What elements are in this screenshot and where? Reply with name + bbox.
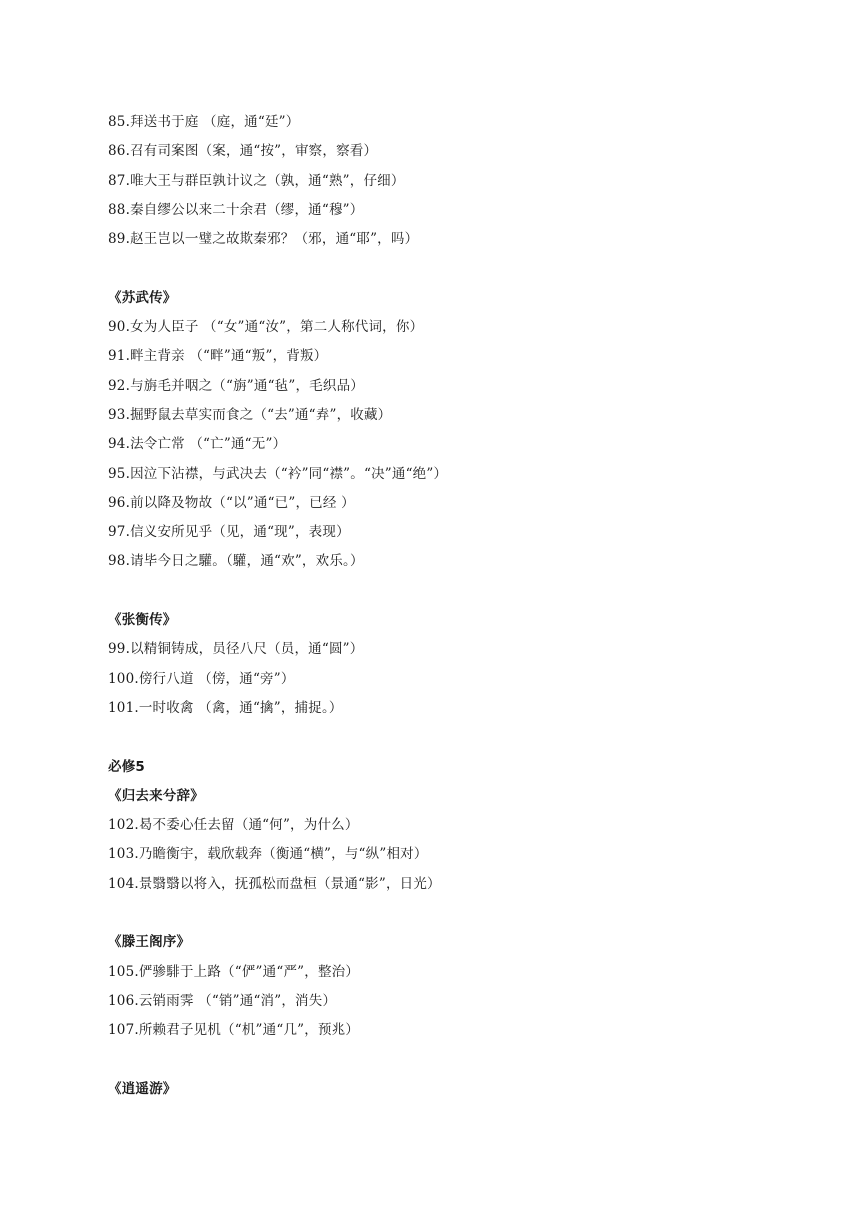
section-title: 《苏武传》 [108, 289, 177, 306]
text-line: 85.拜送书于庭 （庭，通“廷”） [108, 114, 300, 130]
text-line: 105.俨骖騑于上路（“俨”通“严”，整治） [108, 963, 360, 980]
blank-line [108, 899, 808, 928]
text-line: 104.景翳翳以将入，抚孤松而盘桓（景通“影”，日光） [108, 875, 441, 892]
document-content [108, 108, 808, 1104]
text-line: 94.法令亡常 （“亡”通“无”） [108, 436, 287, 453]
text-line: 107.所赖君子见机（“机”通“几”，预兆） [108, 1022, 360, 1039]
section-title: 《归去来兮辞》 [108, 787, 204, 804]
text-line: 98.请毕今日之驩。（驩，通“欢”，欢乐。） [108, 553, 364, 570]
text-line: 92.与旃毛并咽之（“旃”通“毡”，毛织品） [108, 377, 364, 394]
document-page [108, 108, 808, 1104]
section-title: 《逍遥游》 [108, 1080, 177, 1097]
section-title: 《滕王阁序》 [108, 934, 191, 951]
blank-line [108, 577, 808, 606]
blank-line [108, 723, 808, 752]
text-line: 96.前以降及物故（“以”通“已”，已经 ） [108, 494, 355, 511]
text-line: 95.因泣下沾襟，与武决去（“衿”同“襟”。“决”通“绝”） [108, 465, 448, 482]
text-line: 103.乃瞻衡宇，载欣载奔（衡通“横”，与“纵”相对） [108, 846, 428, 863]
blank-line [108, 1046, 808, 1075]
section-title: 《张衡传》 [108, 612, 177, 629]
text-line: 89.赵王岂以一璧之故欺秦邪？（邪，通“耶”，吗） [108, 231, 419, 248]
text-line: 88.秦自缪公以来二十余君（缪，通“穆”） [108, 201, 364, 218]
blank-line [108, 254, 808, 283]
text-line: 91.畔主背亲 （“畔”通“叛”，背叛） [108, 348, 328, 365]
text-line: 90.女为人臣子 （“女”通“汝”，第二人称代词，你） [108, 319, 424, 336]
text-line: 87.唯大王与群臣孰计议之（孰，通“熟”，仔细） [108, 172, 405, 189]
section-title: 必修5 [108, 758, 145, 775]
text-line: 93.掘野鼠去草实而食之（“去”通“弆”，收藏） [108, 406, 392, 423]
text-line: 101.一时收禽 （禽，通“擒”，捕捉。） [108, 699, 343, 716]
text-line: 97.信义安所见乎（见，通“现”，表现） [108, 524, 350, 541]
text-line: 86.召有司案图（案，通“按”，审察，察看） [108, 143, 378, 160]
text-line: 99.以精铜铸成，员径八尺（员，通“圆”） [108, 641, 364, 658]
text-line: 100.傍行八道 （傍，通“旁”） [108, 670, 295, 687]
text-line: 102.曷不委心任去留（通“何”，为什么） [108, 817, 359, 834]
text-line: 106.云销雨霁 （“销”通“消”，消失） [108, 992, 337, 1009]
